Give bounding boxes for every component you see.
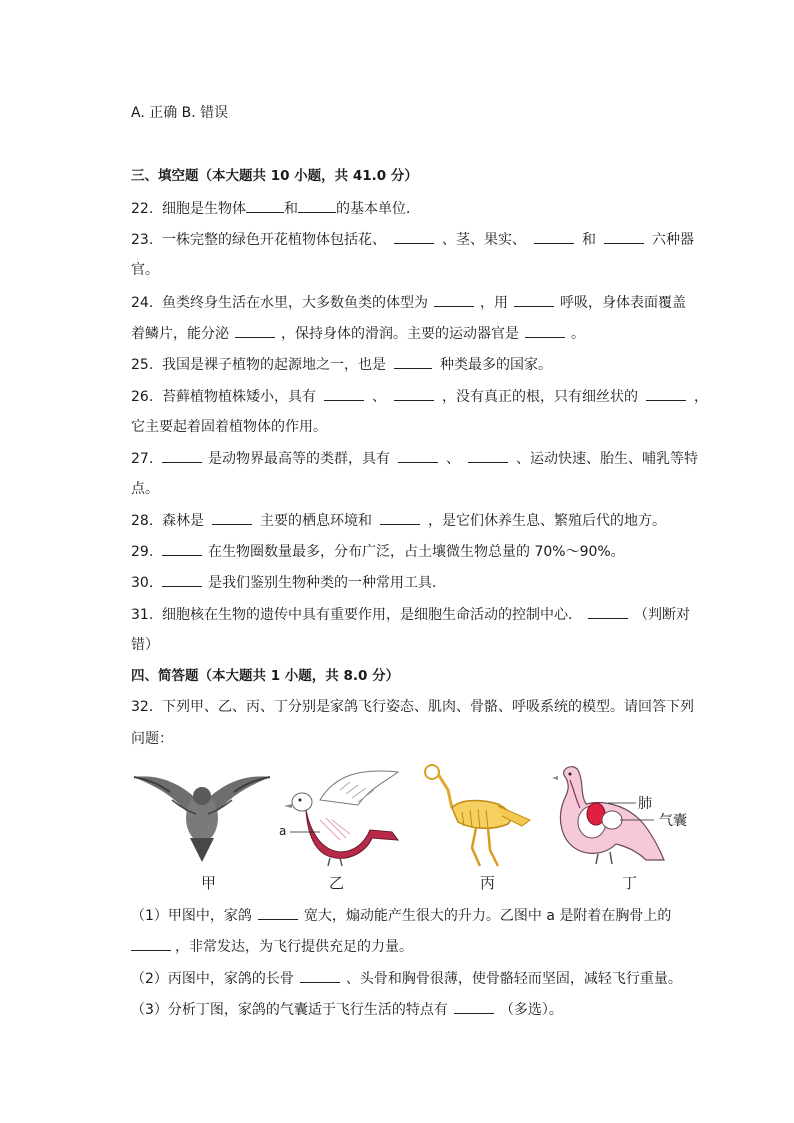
question-32: 32. 下列甲、乙、丙、丁分别是家鸽飞行姿态、肌肉、骨骼、呼吸系统的模型。请回答下列 (131, 699, 694, 715)
figure-label-ding: 丁 (622, 874, 638, 892)
answer-blank[interactable] (434, 292, 474, 307)
answer-blank[interactable] (162, 448, 202, 463)
answer-blank[interactable] (398, 448, 438, 463)
answer-blank[interactable] (588, 604, 628, 619)
question-28: 28. 森林是 主要的栖息环境和 ，是它们休养生息、繁殖后代的地方。 (131, 510, 666, 531)
pigeon-skeleton-diagram (418, 760, 538, 872)
answer-blank[interactable] (162, 541, 202, 556)
subquestion-1-cont: ，非常发达，为飞行提供充足的力量。 (131, 936, 413, 957)
question-32-cont: 问题： (131, 731, 173, 747)
question-24: 24. 鱼类终身生活在水里，大多数鱼类的体型为 ，用 呼吸，身体表面覆盖 (131, 292, 686, 313)
answer-blank[interactable] (646, 386, 686, 401)
answer-blank[interactable] (525, 323, 565, 338)
answer-blank[interactable] (258, 905, 298, 920)
answer-blank[interactable] (246, 198, 284, 213)
pigeon-muscle-diagram (280, 760, 405, 870)
answer-blank[interactable] (324, 386, 364, 401)
answer-blank[interactable] (534, 229, 574, 244)
answer-blank[interactable] (235, 323, 275, 338)
answer-blank[interactable] (394, 229, 434, 244)
answer-blank[interactable] (298, 198, 336, 213)
subquestion-1: （1）甲图中，家鸽 宽大，煽动能产生很大的升力。乙图中 a 是附着在胸骨上的 (131, 905, 671, 926)
question-26-cont: 它主要起着固着植物体的作用。 (131, 419, 327, 435)
answer-blank[interactable] (468, 448, 508, 463)
subquestion-3: （3）分析丁图，家鸽的气囊适于飞行生活的特点有 （多选）。 (131, 999, 563, 1020)
figure-label-bing: 丙 (480, 874, 496, 892)
answer-blank[interactable] (380, 510, 420, 525)
label-a: a (279, 824, 287, 838)
answer-blank[interactable] (212, 510, 252, 525)
question-27-cont: 点。 (131, 481, 159, 497)
answer-blank[interactable] (162, 572, 202, 587)
section-heading-fill-in: 三、填空题（本大题共 10 小题，共 41.0 分） (131, 168, 418, 184)
question-29: 29. 在生物圈数量最多，分布广泛，占土壤微生物总量的 70%～90%。 (131, 541, 625, 562)
question-24-cont: 着鳞片，能分泌 ，保持身体的滑润。主要的运动器官是 。 (131, 323, 585, 344)
question-26: 26. 苔藓植物植株矮小，具有 、 ，没有真正的根，只有细丝状的 ， (131, 386, 708, 407)
question-22: 22. 细胞是生物体 和 的基本单位． (131, 198, 420, 219)
answer-blank[interactable] (131, 936, 171, 951)
label-lung: 肺 (638, 796, 652, 812)
question-25: 25. 我国是裸子植物的起源地之一，也是 种类最多的国家。 (131, 354, 552, 375)
question-23-cont: 官。 (131, 262, 159, 278)
answer-blank[interactable] (394, 354, 432, 369)
answer-blank[interactable] (604, 229, 644, 244)
figure-label-yi: 乙 (329, 874, 345, 892)
question-number: 22. (131, 201, 154, 217)
label-air-sac: 气囊 (659, 813, 687, 829)
answer-blank[interactable] (394, 386, 434, 401)
answer-options: A. 正确 B. 错误 (131, 105, 229, 121)
question-23: 23. 一株完整的绿色开花植物体包括花、 、茎、果实、 和 六种器 (131, 229, 694, 250)
answer-blank[interactable] (454, 999, 494, 1014)
question-27: 27. 是动物界最高等的类群，具有 、 、运动快速、胎生、哺乳等特 (131, 448, 698, 469)
question-31: 31. 细胞核在生物的遗传中具有重要作用，是细胞生命活动的控制中心． （判断对 (131, 604, 690, 625)
question-30: 30. 是我们鉴别生物种类的一种常用工具． (131, 572, 446, 593)
answer-blank[interactable] (300, 968, 340, 983)
section-heading-short-answer: 四、简答题（本大题共 1 小题，共 8.0 分） (131, 668, 400, 684)
pigeon-respiratory-diagram (550, 760, 668, 868)
figure-label-jia: 甲 (201, 874, 217, 892)
pigeon-flight-image (132, 760, 272, 865)
question-31-cont: 错） (131, 637, 159, 653)
subquestion-2: （2）丙图中，家鸽的长骨 、头骨和胸骨很薄，使骨骼轻而坚固，减轻飞行重量。 (131, 968, 682, 989)
answer-blank[interactable] (514, 292, 554, 307)
